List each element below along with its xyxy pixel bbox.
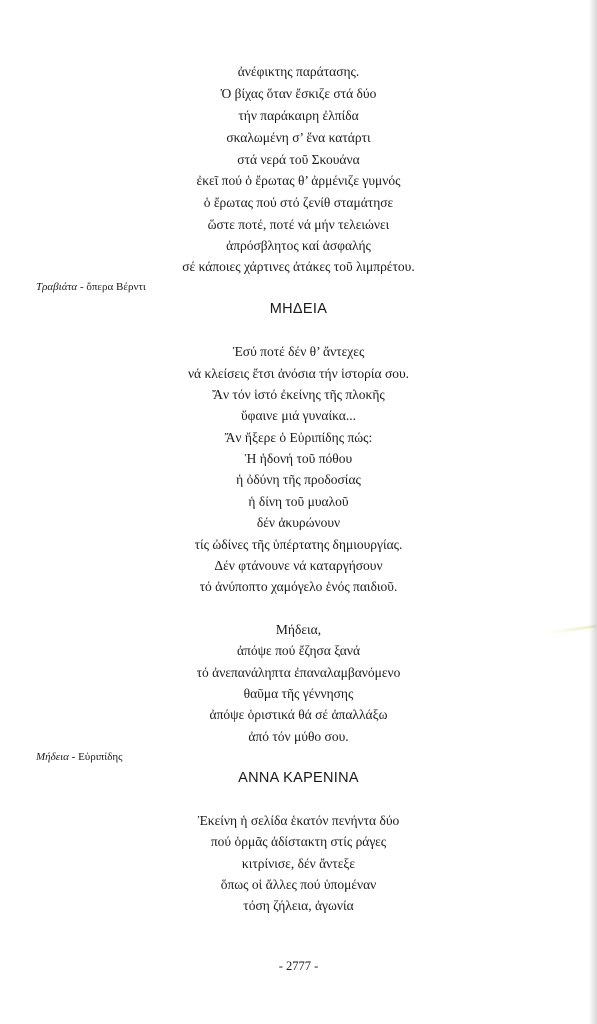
verse-line: ἀνέφικτης παράτασης. — [237, 64, 360, 79]
footnote-traviata — [36, 280, 146, 294]
verse-line: Ἐκείνη ἡ σελίδα ἑκατόν πενήντα δύο — [197, 813, 400, 828]
verse-line: Ἡ ἡδονή τοῦ πόθου — [244, 451, 353, 466]
verse-line: ἐκεῖ πού ὁ ἔρωτας θ’ ἀρμένιζε γυμνός — [196, 173, 401, 188]
section-title-medea: ΜΗΔΕΙΑ — [269, 301, 328, 317]
footnote-medea — [36, 750, 123, 764]
verse-line: τίς ὠδίνες τῆς ὑπέρτατης δημιουργίας. — [194, 537, 403, 552]
verse-line: δέν ἀκυρώνουν — [256, 515, 341, 530]
verse-line: Ἐσύ ποτέ δέν θ’ ἄντεχες — [232, 344, 365, 359]
verse-line: ὕφαινε μιά γυναίκα... — [241, 408, 356, 423]
section-title-karenina: ΑΝΝΑ ΚΑΡΕΝΙΝΑ — [238, 770, 359, 786]
verse-line: Ἄν ἤξερε ὁ Εὐριπίδης πώς: — [224, 430, 373, 445]
verse-line: ἀπό τόν μύθο σου. — [248, 729, 349, 744]
verse-line: ἀπρόσβλητος καί ἀσφαλής — [226, 238, 371, 253]
verse-line: τό ἀνύποπτο χαμόγελο ἑνός παιδιοῦ. — [199, 579, 398, 594]
page-number: - 2777 - — [278, 959, 319, 973]
verse-line: Ἄν τόν ἱστό ἐκείνης τῆς πλοκῆς — [212, 387, 385, 402]
verse-line: κιτρίνισε, δέν ἄντεξε — [241, 856, 356, 871]
verse-line: ὥστε ποτέ, ποτέ νά μήν τελειώνει — [207, 217, 390, 232]
footnote-source: - Εὐριπίδης — [68, 751, 123, 763]
page-edge-shadow — [589, 0, 597, 1024]
verse-line: ἡ ὀδύνη τῆς προδοσίας — [236, 472, 361, 487]
verse-line: Μήδεια, — [275, 622, 322, 637]
verse-line: νά κλείσεις ἔτσι ἀνόσια τήν ἱστορία σου. — [187, 366, 410, 381]
verse-line: ὅπως οἱ ἄλλες πού ὑπομέναν — [220, 877, 377, 892]
verse-line: τό ἀνεπανάληπτα ἐπαναλαμβανόμενο — [196, 665, 401, 680]
verse-line: σέ κάποιες χάρτινες ἀτάκες τοῦ λιμπρέτου. — [182, 259, 415, 274]
verse-line: ἀπόψε ὁριστικά θά σέ ἀπαλλάξω — [209, 707, 388, 722]
footnote-source: - ὄπερα Βέρντι — [77, 281, 146, 293]
verse-line: σκαλωμένη σ’ ἕνα κατάρτι — [226, 130, 371, 145]
verse-line: ἡ δίνη τοῦ μυαλοῦ — [248, 494, 349, 509]
verse-line: τόση ζήλεια, ἀγωνία — [243, 898, 354, 913]
verse-line: Δέν φτάνουνε νά καταργήσουν — [214, 558, 383, 573]
verse-line: τήν παράκαιρη ἐλπίδα — [238, 108, 359, 123]
verse-line: πού ὁρμᾶς ἀδίστακτη στίς ράγες — [210, 834, 387, 849]
footnote-work: Τραβιάτα — [36, 281, 78, 293]
verse-line: Ὁ βίχας ὅταν ἔσκιζε στά δύο — [220, 86, 377, 101]
verse-line: θαῦμα τῆς γέννησης — [243, 686, 354, 701]
verse-line: ἀπόψε πού ἔζησα ξανά — [236, 643, 361, 658]
footnote-work: Μήδεια — [36, 751, 69, 763]
verse-line: ὁ ἔρωτας πού στό ζενίθ σταμάτησε — [203, 195, 394, 210]
verse-line: στά νερά τοῦ Σκουάνα — [237, 152, 360, 167]
